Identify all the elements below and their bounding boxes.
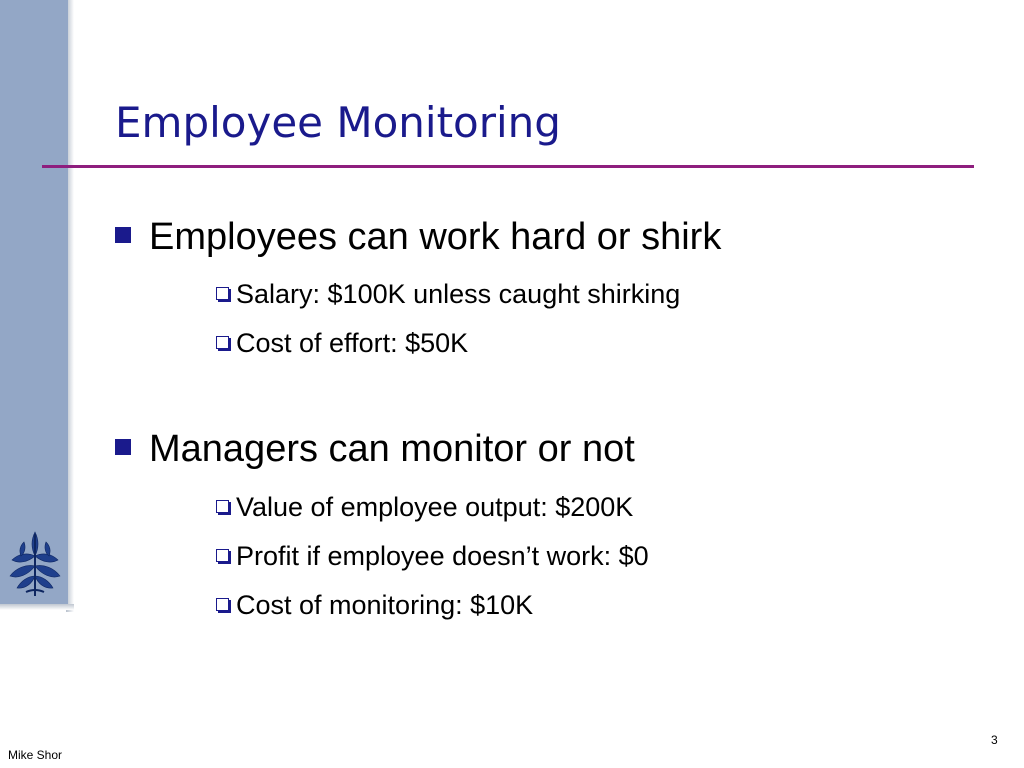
bullet-item xyxy=(115,216,721,259)
sub-bullet-text: Profit if employee doesn’t work: $0 xyxy=(236,541,649,571)
slide-title: Employee Monitoring xyxy=(115,98,561,147)
bullet-item xyxy=(115,428,635,471)
sidebar-bottom-shadow xyxy=(0,604,74,610)
footer-author: Mike Shor xyxy=(8,748,63,762)
sub-bullet-item xyxy=(216,279,680,310)
shadowed-box-icon xyxy=(216,336,229,349)
filled-square-icon xyxy=(115,439,131,455)
bullet-text: Managers can monitor or not xyxy=(149,428,635,470)
oak-leaf-seal-icon xyxy=(4,526,66,598)
sub-bullet-item xyxy=(216,590,533,621)
title-divider xyxy=(42,165,974,168)
page-number: 3 xyxy=(991,733,998,747)
sidebar-band xyxy=(0,0,68,606)
sub-bullet-item xyxy=(216,492,633,523)
sub-bullet-text: Cost of effort: $50K xyxy=(236,328,469,358)
sub-bullet-text: Cost of monitoring: $10K xyxy=(236,590,534,620)
filled-square-icon xyxy=(115,227,131,243)
shadowed-box-icon xyxy=(216,287,229,300)
sub-bullet-item xyxy=(216,328,468,359)
shadowed-box-icon xyxy=(216,500,229,513)
sub-bullet-text: Salary: $100K unless caught shirking xyxy=(236,279,681,309)
sub-bullet-text: Value of employee output: $200K xyxy=(236,492,634,522)
shadowed-box-icon xyxy=(216,598,229,611)
shadowed-box-icon xyxy=(216,549,229,562)
sub-bullet-item xyxy=(216,541,649,572)
bullet-text: Employees can work hard or shirk xyxy=(149,216,722,258)
